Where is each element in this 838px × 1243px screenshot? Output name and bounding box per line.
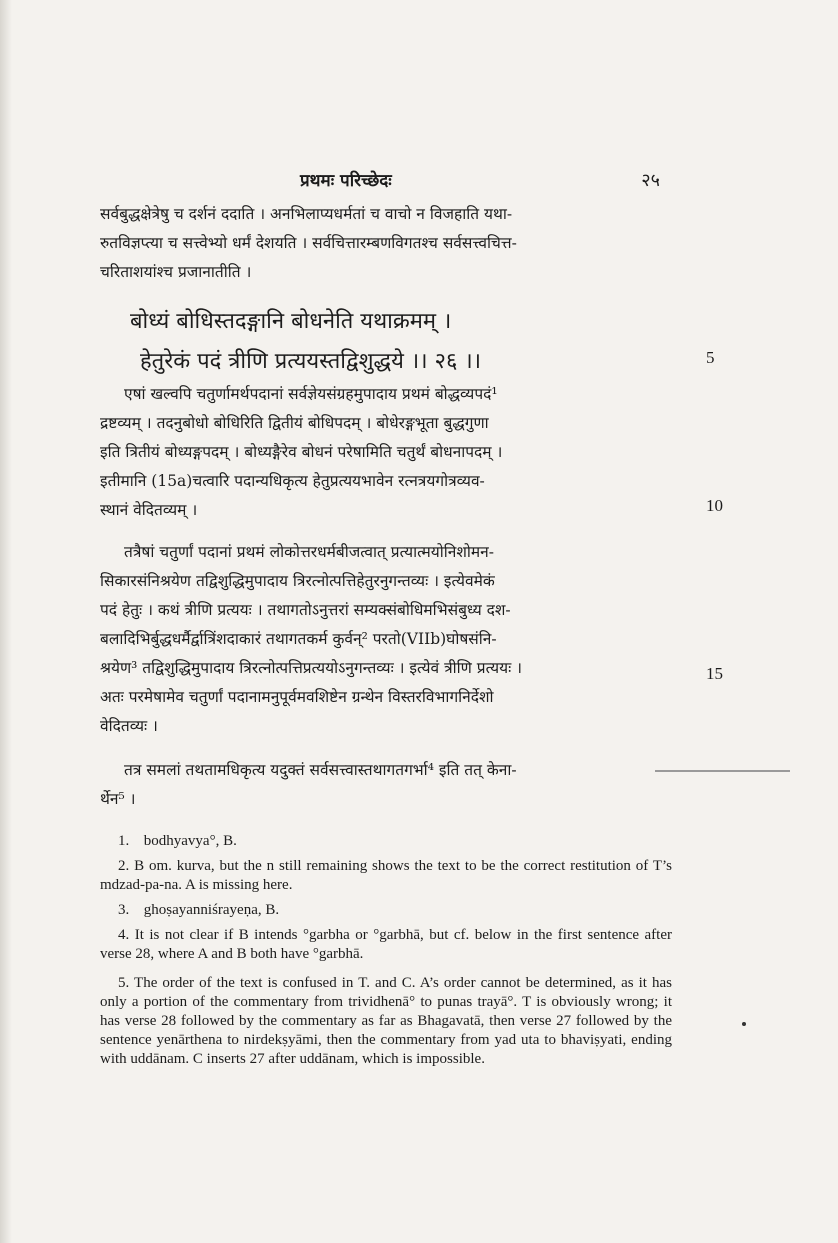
footnote-text: The order of the text is confused in T. and C. A’s order cannot be determined, as it has only a portion of the commentary from trividhenā° to punas trayā°. T is obviously wrong; it has verse 28 followed by the commentary as far as Bhagavatā, then verse 27 followed by the sentence yenārthena to nirdekṣyāmi, then the commentary from yad uta to bhaviṣyati, ending with uddānam. C inserts 27 after uddānam, which is impossible. bbox=[100, 975, 672, 1067]
verse-line: हेतुरेकं पदं त्रीणि प्रत्ययस्तद्विशुद्धये ।। २६ ।। bbox=[140, 349, 482, 374]
footnote-1 bbox=[100, 832, 672, 851]
page-gutter-shadow bbox=[0, 0, 12, 1243]
footnote-text: It is not clear if B intends °garbha or °garbhā, but cf. below in the first sentence after verse 28, where A and B both have °garbhā. bbox=[100, 927, 672, 962]
text-line: सर्वबुद्धक्षेत्रेषु च दर्शनं ददाति । अनभिलाप्यधर्मतां च वाचो न विजहाति यथा- bbox=[100, 205, 513, 223]
text-line: अतः परमेषामेव चतुर्णां पदानामनुपूर्वमवशिष्टेन ग्रन्थेन विस्तरविभागनिर्देशो bbox=[100, 688, 494, 706]
page-number: २५ bbox=[641, 170, 660, 191]
text-line: इतीमानि (15a)चत्वारि पदान्यधिकृत्य हेतुप्रत्ययभावेन रत्नत्रयगोत्रव्यव- bbox=[100, 472, 485, 490]
verse-line: बोध्यं बोधिस्तदङ्गानि बोधनेति यथाक्रमम् । bbox=[130, 309, 452, 334]
line-number-5: 5 bbox=[706, 348, 715, 367]
text-line: तत्रैषां चतुर्णां पदानां प्रथमं लोकोत्तरधर्मबीजत्वात् प्रत्यात्मयोनिशोमन- bbox=[124, 543, 495, 561]
footnote-number: 2. bbox=[118, 858, 130, 874]
paragraph-3 bbox=[100, 538, 666, 741]
paragraph-2 bbox=[100, 380, 666, 525]
footnotes bbox=[100, 832, 672, 1075]
text-line: चरिताशयांश्च प्रजानातीति । bbox=[100, 263, 252, 281]
paragraph-1 bbox=[100, 200, 666, 287]
line-number-10: 10 bbox=[706, 496, 723, 515]
text-line: वेदितव्यः । bbox=[100, 717, 158, 735]
footnote-text: ghoṣayanniśrayeṇa, B. bbox=[143, 902, 280, 918]
text-line: र्थेन⁵ । bbox=[100, 790, 136, 808]
footnote-5 bbox=[100, 974, 672, 1069]
text-line: स्थानं वेदितव्यम् । bbox=[100, 501, 198, 519]
text-line: रुतविज्ञप्त्या च सत्त्वेभ्यो धर्मं देशयति । सर्वचित्तारम्बणविगतश्च सर्वसत्त्वचित्त- bbox=[100, 234, 517, 252]
footnote-number: 3. bbox=[118, 902, 130, 918]
text-line: एषां खल्वपि चतुर्णामर्थपदानां सर्वज्ञेयसंग्रहमुपादाय प्रथमं बोद्धव्यपदं¹ bbox=[124, 385, 498, 403]
margin-rule bbox=[655, 770, 790, 772]
line-number-15: 15 bbox=[706, 664, 723, 683]
text-line: इति त्रितीयं बोध्यङ्गपदम् । बोध्यङ्गैरेव बोधनं परेषामिति चतुर्थं बोधनापदम् । bbox=[100, 443, 503, 461]
footnote-4 bbox=[100, 926, 672, 964]
text-line: तत्र समलां तथतामधिकृत्य यदुक्तं सर्वसत्त्वास्तथागतगर्भा⁴ इति तत् केना- bbox=[124, 761, 517, 779]
text-line: सिकारसंनिश्रयेण तद्विशुद्धिमुपादाय त्रिरत्नोत्पत्तिहेतुरनुगन्तव्यः । इत्येवमेकं bbox=[100, 572, 495, 590]
footnote-3 bbox=[100, 901, 672, 920]
footnote-text: bodhyavya°, B. bbox=[143, 833, 237, 849]
verse-26 bbox=[100, 302, 666, 382]
footnote-2 bbox=[100, 857, 672, 895]
chapter-title: प्रथमः परिच्छेदः bbox=[300, 171, 392, 191]
footnote-number: 5. bbox=[118, 975, 130, 991]
text-line: श्रयेण³ तद्विशुद्धिमुपादाय त्रिरत्नोत्पत्तिप्रत्ययोऽनुगन्तव्यः । इत्येवं त्रीणि प्रत्ययः । bbox=[100, 659, 523, 677]
footnote-number: 4. bbox=[118, 927, 130, 943]
footnote-text: B om. kurva, but the n still remaining shows the text to be the correct restitution of T’s mdzad-pa-na. A is missing here. bbox=[100, 858, 673, 893]
ink-speck bbox=[742, 1022, 746, 1026]
paragraph-4 bbox=[100, 756, 666, 814]
running-header bbox=[100, 168, 660, 192]
text-line: पदं हेतुः । कथं त्रीणि प्रत्ययः । तथागतोऽनुत्तरां सम्यक्संबोधिमभिसंबुध्य दश- bbox=[100, 601, 511, 619]
text-line: बलादिभिर्बुद्धधर्मैर्द्वात्रिंशदाकारं तथागतकर्म कुर्वन्² परतो(VIIb)घोषसंनि- bbox=[100, 630, 497, 648]
text-line: द्रष्टव्यम् । तदनुबोधो बोधिरिति द्वितीयं बोधिपदम् । बोधेरङ्गभूता बुद्धगुणा bbox=[100, 414, 489, 432]
footnote-number: 1. bbox=[118, 833, 130, 849]
